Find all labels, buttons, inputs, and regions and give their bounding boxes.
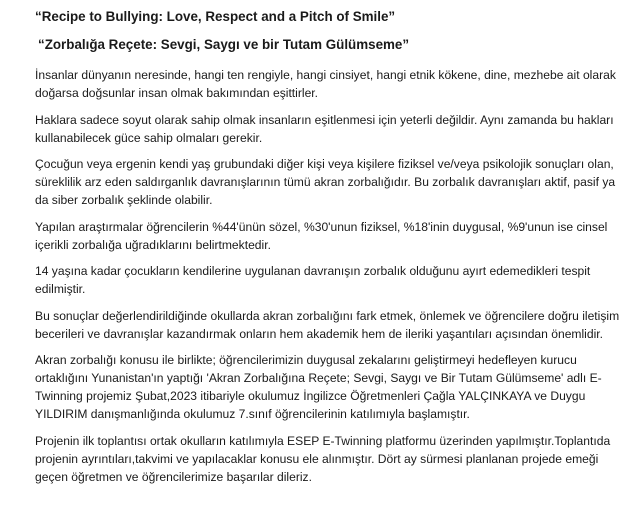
english-title: “Recipe to Bullying: Love, Respect and a Pitch of Smile” bbox=[35, 9, 396, 24]
document-body bbox=[35, 66, 620, 494]
paragraph-rights: Haklara sadece soyut olarak sahip olmak insanların eşitlenmesi için yeterli değildir. Aynı zamanda bu hakları kullanabilecek güce sahip olmaları gerekir. bbox=[35, 112, 614, 145]
paragraph-equality: İnsanlar dünyanın neresinde, hangi ten rengiyle, hangi cinsiyet, hangi etnik kökene, dine, mezhebe ait olarak doğarsa doğsunlar insan olmak bakımından eşittirler. bbox=[35, 68, 616, 100]
paragraph-age-finding: 14 yaşına kadar çocukların kendilerine uygulanan davranışın zorbalık olduğunu ayırt edemedikleri tespit edilmiştir. bbox=[35, 264, 591, 296]
paragraph-first-meeting: Projenin ilk toplantısı ortak okulların katılımıyla ESEP E-Twinning platformu üzerinden yapılmıştır.Toplantıda projenin ayrıntıları,takvimi ve yapılacaklar konusu ele alınmıştır. Dört ay sürmesi planlanan projede emeği geçen öğretmen ve öğrencilerimize başarılar dileriz. bbox=[35, 433, 611, 484]
paragraph-project-intro: Akran zorbalığı konusu ile birlikte; öğrencilerimizin duygusal zekalarını geliştirmeyi hedefleyen kurucu ortaklığını Yunanistan'ın yaptığı 'Akran Zorbalığına Reçete; Sevgi, Saygı ve Bir Tutam Gülümseme' adlı E-Twinning projemiz Şubat,2023 itibariyle okulumuz İngilizce Öğretmenleri Çağla YALÇINKAYA ve Duygu YILDIRIM danışmanlığında okulumuz 7.sınıf öğrencilerinin katılımıyla başlamıştır. bbox=[35, 353, 602, 421]
turkish-title: “Zorbalığa Reçete: Sevgi, Saygı ve bir Tutam Gülümseme” bbox=[38, 37, 410, 52]
paragraph-research-stats: Yapılan araştırmalar öğrencilerin %44'ünün sözel, %30'unun fiziksel, %18'inin duygusal, %9'unun ise cinsel içerikli zorbalığa uğradıklarını belirtmektedir. bbox=[35, 219, 608, 252]
paragraph-bullying-definition: Çocuğun veya ergenin kendi yaş grubundaki diğer kişi veya kişilere fiziksel ve/veya psikolojik sonuçları olan, süreklilik arz eden saldırganlık davranışlarının tümü akran zorbalığıdır. Bu zorbalık davranışları aktif, pasif ya da siber zorbalık şeklinde olabilir. bbox=[35, 157, 616, 207]
paragraph-importance: Bu sonuçlar değerlendirildiğinde okullarda akran zorbalığını fark etmek, önlemek ve öğrencilere doğru iletişim becerileri ve davranışlar kazandırmak onların hem akademik hem de ileriki yaşantıları açısından önemlidir. bbox=[35, 308, 620, 341]
